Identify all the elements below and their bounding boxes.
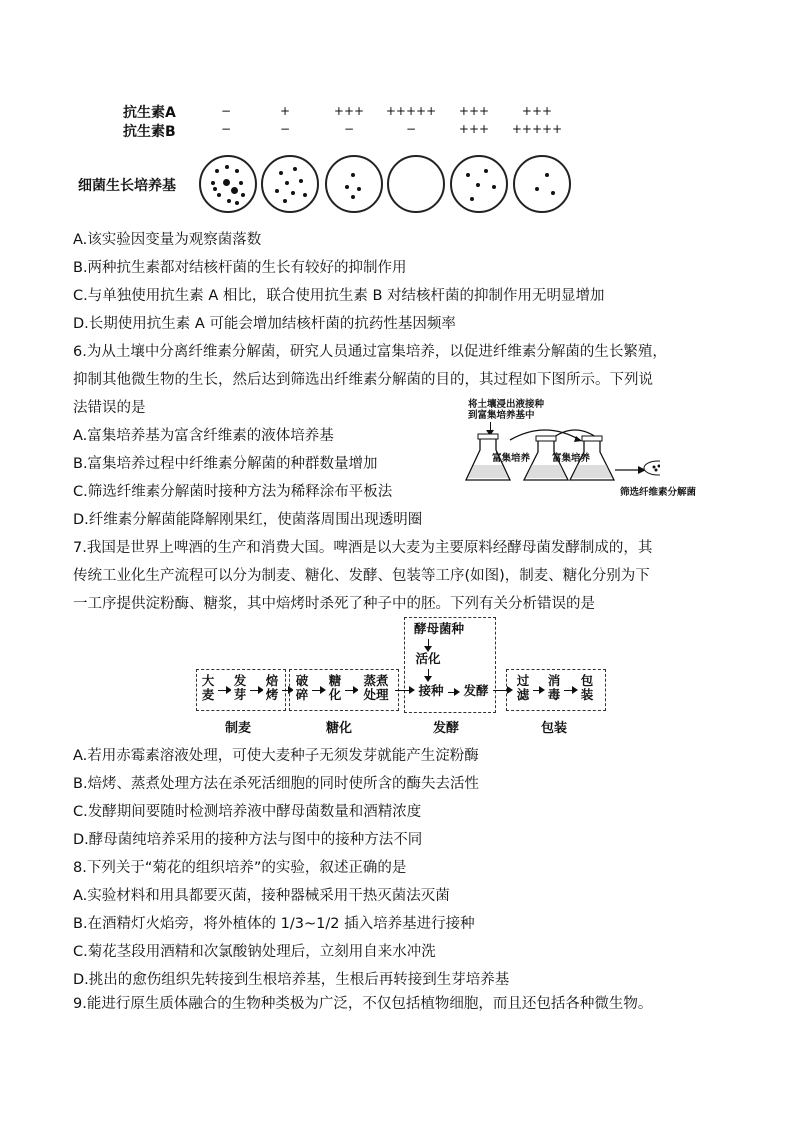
q8-stem: 8.下列关于“菊花的组织培养”的实验，叙述正确的是 bbox=[73, 860, 407, 876]
q6-option-b: B.富集培养过程中纤维素分解菌的种群数量增加 bbox=[73, 456, 378, 472]
rowB-val: +++ bbox=[458, 122, 490, 136]
flow-barley: 大 麦 bbox=[199, 674, 217, 706]
petri-dish-1 bbox=[199, 155, 257, 213]
figure-top-label-2: 到富集培养基中 bbox=[468, 410, 535, 421]
q6-stem-line-1: 6.为从土壤中分离纤维素分解菌，研究人员通过富集培养，以促进纤维素分解菌的生长繁殖， bbox=[73, 344, 667, 360]
q6-option-c: C.筛选纤维素分解菌时接种方法为稀释涂布平板法 bbox=[73, 484, 393, 500]
rowA-val: − bbox=[220, 104, 232, 118]
stage-label-packaging: 包装 bbox=[541, 721, 568, 736]
step1-label: 富集培养 bbox=[492, 453, 531, 464]
flow-crush: 破 碎 bbox=[293, 674, 311, 706]
rowA-val: +++ bbox=[521, 104, 553, 118]
rowB-val: − bbox=[220, 122, 232, 136]
rowA-val: +++++ bbox=[385, 104, 437, 118]
end-label: 筛选纤维素分解菌 bbox=[620, 487, 697, 498]
q7-option-a: A.若用赤霉素溶液处理，可使大麦种子无须发芽就能产生淀粉酶 bbox=[73, 748, 479, 764]
petri-dish-4 bbox=[387, 155, 445, 213]
rowA-val: +++ bbox=[333, 104, 365, 118]
flow-sterilize: 消 毒 bbox=[545, 674, 563, 706]
q9-stem: 9.能进行原生质体融合的生物种类极为广泛，不仅包括植物细胞，而且还包括各种微生物。 bbox=[73, 996, 653, 1012]
flow-pack: 包 装 bbox=[578, 674, 596, 706]
rowB-val: +++++ bbox=[511, 122, 563, 136]
q7-option-d: D.酵母菌纯培养采用的接种方法与图中的接种方法不同 bbox=[73, 832, 423, 848]
q5-option-c: C.与单独使用抗生素 A 相比，联合使用抗生素 B 对结核杆菌的抑制作用无明显增加 bbox=[73, 288, 605, 304]
q7-option-c: C.发酵期间要随时检测培养液中酵母菌数量和酒精浓度 bbox=[73, 804, 422, 820]
rowB-val: − bbox=[405, 122, 417, 136]
figure-top-label-1: 将土壤浸出液接种 bbox=[468, 399, 545, 410]
flow-inoculate: 接种 bbox=[415, 684, 447, 700]
q6-option-a: A.富集培养基为富含纤维素的液体培养基 bbox=[73, 428, 334, 444]
q5-option-b: B.两种抗生素都对结核杆菌的生长有较好的抑制作用 bbox=[73, 260, 407, 276]
q5-option-a: A.该实验因变量为观察菌落数 bbox=[73, 232, 262, 248]
q8-option-d: D.挑出的愈伤组织先转接到生根培养基，生根后再转接到生芽培养基 bbox=[73, 972, 510, 988]
q8-option-c: C.菊花茎段用酒精和次氯酸钠处理后，立刻用自来水冲洗 bbox=[73, 944, 436, 960]
rowB-val: − bbox=[343, 122, 355, 136]
rowA-val: +++ bbox=[458, 104, 490, 118]
petri-dish-6 bbox=[513, 155, 571, 213]
stage-label-fermentation: 发酵 bbox=[433, 721, 460, 736]
q7-option-b: B.焙烤、蒸煮处理方法在杀死活细胞的同时使所含的酶失去活性 bbox=[73, 776, 480, 792]
antibiotic-b-label: 抗生素B bbox=[123, 124, 176, 140]
stage-label-saccharification: 糖化 bbox=[326, 721, 353, 736]
rowB-val: − bbox=[279, 122, 291, 136]
q8-option-a: A.实验材料和用具都要灭菌，接种器械采用干热灭菌法灭菌 bbox=[73, 888, 450, 904]
flow-roast: 焙 烤 bbox=[263, 674, 281, 706]
rowA-val: + bbox=[279, 104, 291, 118]
flow-germinate: 发 芽 bbox=[231, 674, 249, 706]
petri-dish-2 bbox=[261, 155, 319, 213]
petri-dish-3 bbox=[325, 155, 383, 213]
q6-option-d: D.纤维素分解菌能降解刚果红，使菌落周围出现透明圈 bbox=[73, 512, 423, 528]
culture-label: 细菌生长培养基 bbox=[78, 178, 176, 194]
q5-option-d: D.长期使用抗生素 A 可能会增加结核杆菌的抗药性基因频率 bbox=[73, 316, 456, 332]
q6-stem-line-2: 抑制其他微生物的生长，然后达到筛选出纤维素分解菌的目的，其过程如下图所示。下列说 bbox=[73, 372, 653, 388]
petri-dish-5 bbox=[450, 155, 508, 213]
q7-stem-line-2: 传统工业化生产流程可以分为制麦、糖化、发酵、包装等工序(如图)，制麦、糖化分别为下 bbox=[73, 568, 650, 584]
flow-filter: 过 滤 bbox=[514, 674, 532, 706]
antibiotic-a-label: 抗生素A bbox=[123, 105, 176, 121]
q8-option-b: B.在酒精灯火焰旁，将外植体的 1/3~1/2 插入培养基进行接种 bbox=[73, 916, 475, 932]
q7-stem-line-3: 一工序提供淀粉酶、糖浆，其中焙烤时杀死了种子中的胚。下列有关分析错误的是 bbox=[73, 596, 595, 612]
q7-stem-line-1: 7.我国是世界上啤酒的生产和消费大国。啤酒是以大麦为主要原料经酵母菌发酵制成的，其 bbox=[73, 540, 653, 556]
flow-ferment: 发酵 bbox=[460, 684, 492, 700]
flow-yeast-strain: 酵母菌种 bbox=[408, 622, 470, 638]
q6-stem-line-3: 法错误的是 bbox=[73, 400, 146, 416]
stage-label-malting: 制麦 bbox=[225, 721, 252, 736]
step2-label: 富集培养 bbox=[552, 453, 591, 464]
flow-saccharify: 糖 化 bbox=[326, 674, 344, 706]
flow-activate: 活化 bbox=[408, 652, 448, 668]
flow-cook: 蒸煮 处理 bbox=[358, 674, 394, 706]
